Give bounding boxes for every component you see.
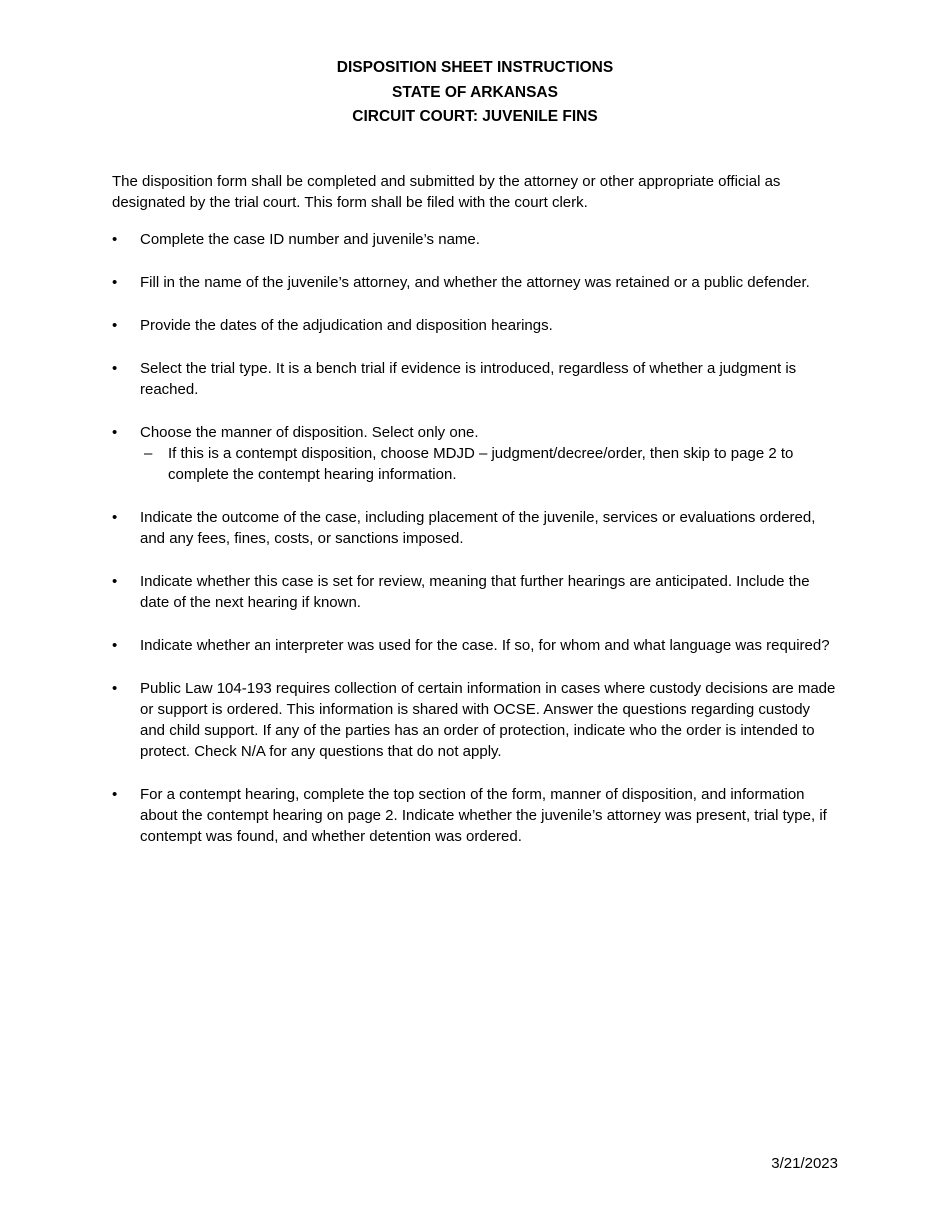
bullet-icon bbox=[112, 507, 122, 528]
sub-list-item-text: If this is a contempt disposition, choose MDJD – judgment/decree/order, then skip to page 2 to complete the contempt hearing information. bbox=[168, 445, 794, 483]
intro-paragraph: The disposition form shall be completed and submitted by the attorney or other appropriate official as designated by the trial court. This form shall be filed with the court clerk. bbox=[112, 173, 781, 211]
list-item bbox=[112, 229, 837, 250]
list-item-text: Complete the case ID number and juvenile’s name. bbox=[140, 231, 480, 248]
list-item-text: Indicate whether this case is set for review, meaning that further hearings are anticipated. Include the date of the next hearing if known. bbox=[140, 573, 810, 611]
bullet-icon bbox=[112, 678, 122, 699]
list-item-text: Fill in the name of the juvenile’s attorney, and whether the attorney was retained or a public defender. bbox=[140, 274, 810, 291]
revision-date: 3/21/2023 bbox=[771, 1155, 838, 1172]
sub-list bbox=[140, 443, 837, 485]
list-item bbox=[112, 422, 837, 485]
sub-list-item bbox=[140, 443, 837, 485]
bullet-icon bbox=[112, 571, 122, 592]
bullet-icon bbox=[112, 315, 122, 336]
list-item bbox=[112, 315, 837, 336]
list-item-text: For a contempt hearing, complete the top section of the form, manner of disposition, and information about the contempt hearing on page 2. Indicate whether the juvenile’s attorney was present, trial type, if contempt was found, and whether detention was ordered. bbox=[140, 786, 827, 845]
list-item bbox=[112, 358, 837, 400]
list-item bbox=[112, 507, 837, 549]
bullet-icon bbox=[112, 422, 122, 443]
list-item bbox=[112, 678, 837, 762]
title-line-2: STATE OF ARKANSAS bbox=[392, 83, 558, 101]
bullet-icon bbox=[112, 635, 122, 656]
list-item bbox=[112, 635, 837, 656]
list-item-text: Public Law 104-193 requires collection of certain information in cases where custody decisions are made or support is ordered. This information is shared with OCSE. Answer the questions regarding custody and child support. If any of the parties has an order of protection, indicate who the order is intended to protect. Check N/A for any questions that do not apply. bbox=[140, 680, 836, 760]
bullet-icon bbox=[112, 229, 122, 250]
list-item-text: Select the trial type. It is a bench trial if evidence is introduced, regardless of whether a judgment is reached. bbox=[140, 360, 797, 398]
document-title bbox=[0, 56, 950, 130]
list-item bbox=[112, 571, 837, 613]
list-item-text: Provide the dates of the adjudication and disposition hearings. bbox=[140, 317, 553, 334]
list-item-text: Choose the manner of disposition. Select only one. bbox=[140, 424, 479, 441]
list-item bbox=[112, 272, 837, 293]
dash-icon bbox=[144, 443, 152, 464]
list-item-text: Indicate the outcome of the case, including placement of the juvenile, services or evaluations ordered, and any fees, fines, costs, or sanctions imposed. bbox=[140, 509, 816, 547]
bullet-icon bbox=[112, 784, 122, 805]
title-line-3: CIRCUIT COURT: JUVENILE FINS bbox=[352, 108, 598, 125]
list-item bbox=[112, 784, 837, 847]
instruction-list bbox=[112, 229, 837, 869]
title-line-1: DISPOSITION SHEET INSTRUCTIONS bbox=[336, 59, 614, 76]
bullet-icon bbox=[112, 272, 122, 293]
bullet-icon bbox=[112, 358, 122, 379]
list-item-text: Indicate whether an interpreter was used for the case. If so, for whom and what language was required? bbox=[140, 637, 830, 654]
